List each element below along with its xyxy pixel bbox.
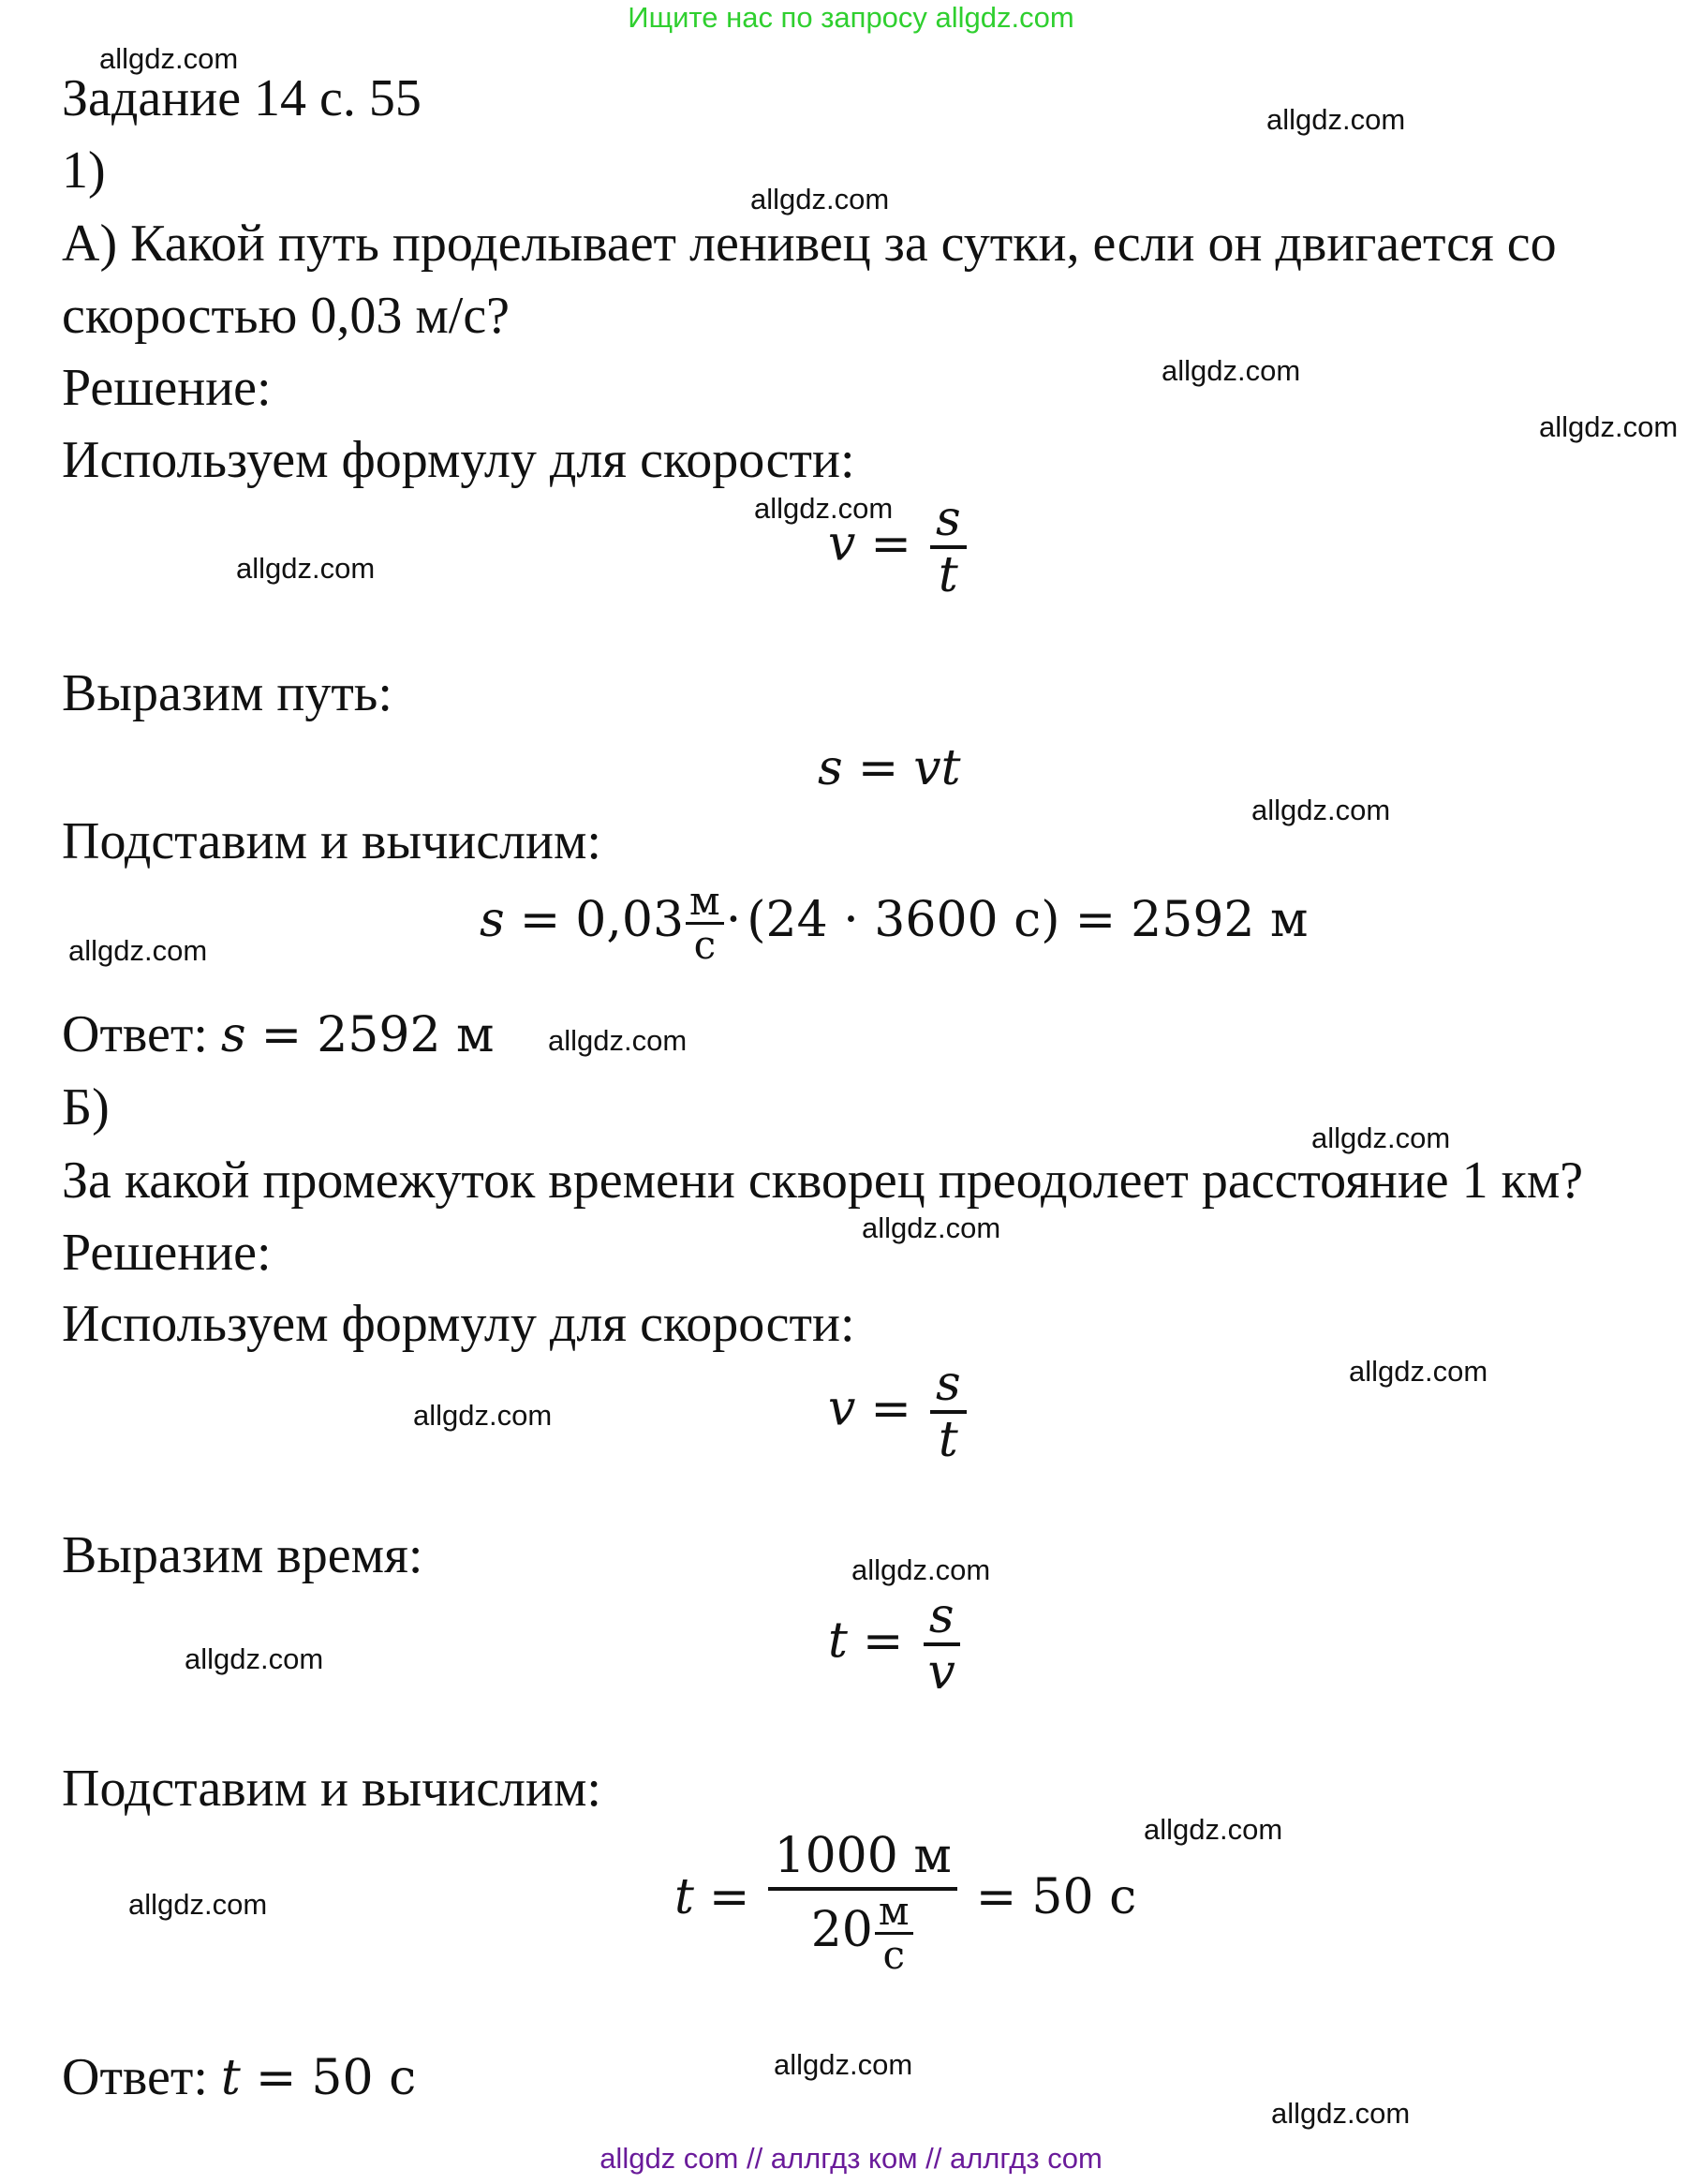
question-a-line1: А) Какой путь проделывает ленивец за сутки, если он двигается со	[62, 215, 1557, 273]
watermark: allgdz.com	[1144, 1813, 1283, 1846]
watermark: allgdz.com	[185, 1642, 324, 1675]
substitute-b: Подставим и вычислим:	[62, 1760, 601, 1818]
watermark: allgdz.com	[754, 492, 894, 525]
watermark: allgdz.com	[413, 1399, 553, 1432]
formula-path: s = vt	[818, 740, 961, 796]
watermark: allgdz.com	[1349, 1355, 1488, 1388]
use-formula-a: Используем формулу для скорости:	[62, 431, 855, 489]
watermark: allgdz.com	[750, 183, 890, 215]
answer-b: Ответ: t = 50 с	[62, 2048, 417, 2106]
watermark: allgdz.com	[128, 1888, 268, 1921]
watermark: allgdz.com	[1266, 103, 1406, 136]
bottom-links[interactable]: allgdz com // аллгдз ком // аллгдз com	[599, 2142, 1103, 2175]
question-b: За какой промежуток времени скворец преодолеет расстояние 1 км?	[62, 1151, 1584, 1210]
watermark: allgdz.com	[774, 2048, 913, 2081]
watermark: allgdz.com	[1271, 2097, 1411, 2130]
symbol-v: v	[828, 515, 856, 572]
solution-heading-b: Решение:	[62, 1224, 272, 1282]
formula-time: t = $\frac{s}{v}$	[828, 1590, 965, 1699]
calculation-b: t = 1000 м 20 $\frac{м}{с}$ = 50 с	[674, 1825, 1136, 1976]
watermark: allgdz.com	[1251, 794, 1391, 826]
watermark: allgdz.com	[1162, 354, 1301, 387]
answer-a: Ответ: s = 2592 м	[62, 1005, 495, 1063]
question-a-line2: скоростью 0,03 м/с?	[62, 287, 511, 345]
watermark: allgdz.com	[1311, 1122, 1451, 1154]
watermark: allgdz.com	[99, 42, 239, 75]
part-number: 1)	[62, 141, 106, 200]
task-title: Задание 14 с. 55	[62, 69, 422, 127]
watermark: allgdz.com	[862, 1211, 1001, 1244]
substitute-a: Подставим и вычислим:	[62, 812, 601, 870]
watermark: allgdz.com	[236, 552, 376, 585]
calculation-a: s = 0,03 $\frac{м}{с}$ · (24 · 3600 с) = 2592 м	[480, 878, 1309, 968]
formula-velocity-b: v = $\frac{s}{t}$	[828, 1358, 970, 1466]
solution-heading-a: Решение:	[62, 359, 272, 417]
formula-velocity-a: v = $\frac{s}{t}$	[828, 493, 970, 602]
watermark: allgdz.com	[548, 1024, 688, 1057]
top-banner[interactable]: Ищите нас по запросу allgdz.com	[628, 1, 1074, 34]
watermark: allgdz.com	[851, 1553, 991, 1586]
part-b-label: Б)	[62, 1078, 110, 1137]
watermark: allgdz.com	[1539, 410, 1679, 443]
express-time: Выразим время:	[62, 1526, 423, 1584]
use-formula-b: Используем формулу для скорости:	[62, 1295, 855, 1353]
express-path: Выразим путь:	[62, 664, 392, 722]
watermark: allgdz.com	[68, 934, 208, 967]
